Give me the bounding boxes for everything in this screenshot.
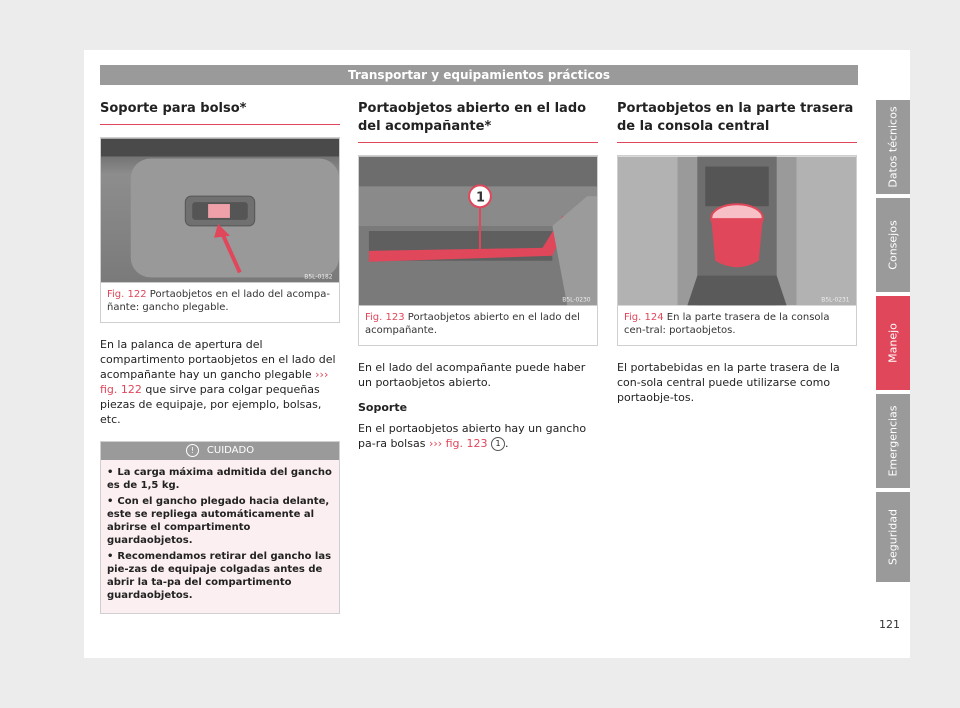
- figure-image: [101, 138, 339, 283]
- section-title: Portaobjetos abierto en el lado del acompañante*: [358, 100, 598, 143]
- figure-code: B5L-0231: [821, 296, 850, 304]
- section-title: Soporte para bolso*: [100, 100, 340, 125]
- caption-text: Portaobjetos abierto en el lado del acompañante.: [365, 312, 580, 336]
- tab-consejos[interactable]: [876, 198, 910, 292]
- paragraph: En el portaobjetos abierto hay un gancho pa-ra bolsas ››› fig. 123 1 .: [358, 422, 587, 450]
- paragraph: El portabebidas en la parte trasera de la con-sola central puede utilizarse como portaobje-tos.: [617, 361, 840, 404]
- section-bag-holder: [100, 100, 340, 614]
- page-number: 121: [879, 618, 900, 631]
- figure-caption: [101, 283, 339, 322]
- tab-datos-tecnicos[interactable]: [876, 100, 910, 194]
- tab-seguridad[interactable]: [876, 492, 910, 582]
- figure-123: [358, 155, 598, 346]
- subheading: Soporte: [358, 401, 408, 414]
- tab-manejo[interactable]: [876, 296, 910, 390]
- caution-item: • La carga máxima admitida del gancho es de 1,5 kg.: [107, 466, 333, 492]
- figure-code: B5L-0182: [304, 273, 333, 281]
- caution-box: [100, 441, 340, 614]
- tab-label: Emergencias: [886, 405, 900, 477]
- paragraph: En el lado del acompañante puede haber un portaobjetos abierto.: [358, 361, 586, 389]
- paragraph-tail: que sirve para colgar pequeñas piezas de equipaje, por ejemplo, bolsas, etc.: [100, 383, 322, 426]
- figure-122: [100, 137, 340, 323]
- tab-label: Consejos: [886, 220, 900, 270]
- caution-header: [101, 442, 339, 460]
- figure-marker: 1: [476, 190, 485, 206]
- figure-image: [618, 156, 856, 306]
- figure-caption: [618, 306, 856, 345]
- paragraph-text: En el portaobjetos abierto hay un gancho pa-ra bolsas: [358, 422, 587, 450]
- section-open-storage: [358, 100, 598, 451]
- caution-item: • Con el gancho plegado hacia delante, este se repliega automáticamente al abrirse el compartimento guardaobjetos.: [107, 495, 333, 547]
- tab-label: Manejo: [886, 323, 900, 363]
- tab-label: Seguridad: [886, 509, 900, 565]
- caption-text: En la parte trasera de la consola cen-tral: portaobjetos.: [624, 312, 830, 336]
- figure-label: Fig. 122: [107, 289, 147, 300]
- figure-124: [617, 155, 857, 346]
- warning-icon: !: [186, 444, 199, 457]
- figure-label: Fig. 123: [365, 312, 405, 323]
- figure-reference-link[interactable]: ››› fig. 123: [428, 437, 488, 450]
- paragraph: [100, 337, 340, 427]
- figure-code: B5L-0230: [562, 296, 591, 304]
- section-rear-console: [617, 100, 857, 405]
- caution-item: • Recomendamos retirar del gancho las pie-zas de equipaje colgadas antes de abrir la ta-pa del compartimento guardaobjetos.: [107, 550, 333, 602]
- figure-reference-link[interactable]: ››› fig. 122: [100, 368, 329, 396]
- section-title: Portaobjetos en la parte trasera de la consola central: [617, 100, 857, 143]
- figure-image: [359, 156, 597, 306]
- page-header: Transportar y equipamientos prácticos: [100, 65, 858, 85]
- figure-caption: [359, 306, 597, 345]
- caption-text: Portaobjetos en el lado del acompa-ñante: gancho plegable.: [107, 289, 330, 313]
- caution-list: [101, 460, 339, 613]
- tab-emergencias[interactable]: [876, 394, 910, 488]
- paragraph-text: En la palanca de apertura del compartimento portaobjetos en el lado del acompañante hay un gancho plegable: [100, 338, 336, 381]
- item-marker: 1: [491, 437, 505, 451]
- tab-label: Datos técnicos: [886, 106, 900, 188]
- caution-heading: CUIDADO: [206, 445, 255, 456]
- figure-label: Fig. 124: [624, 312, 664, 323]
